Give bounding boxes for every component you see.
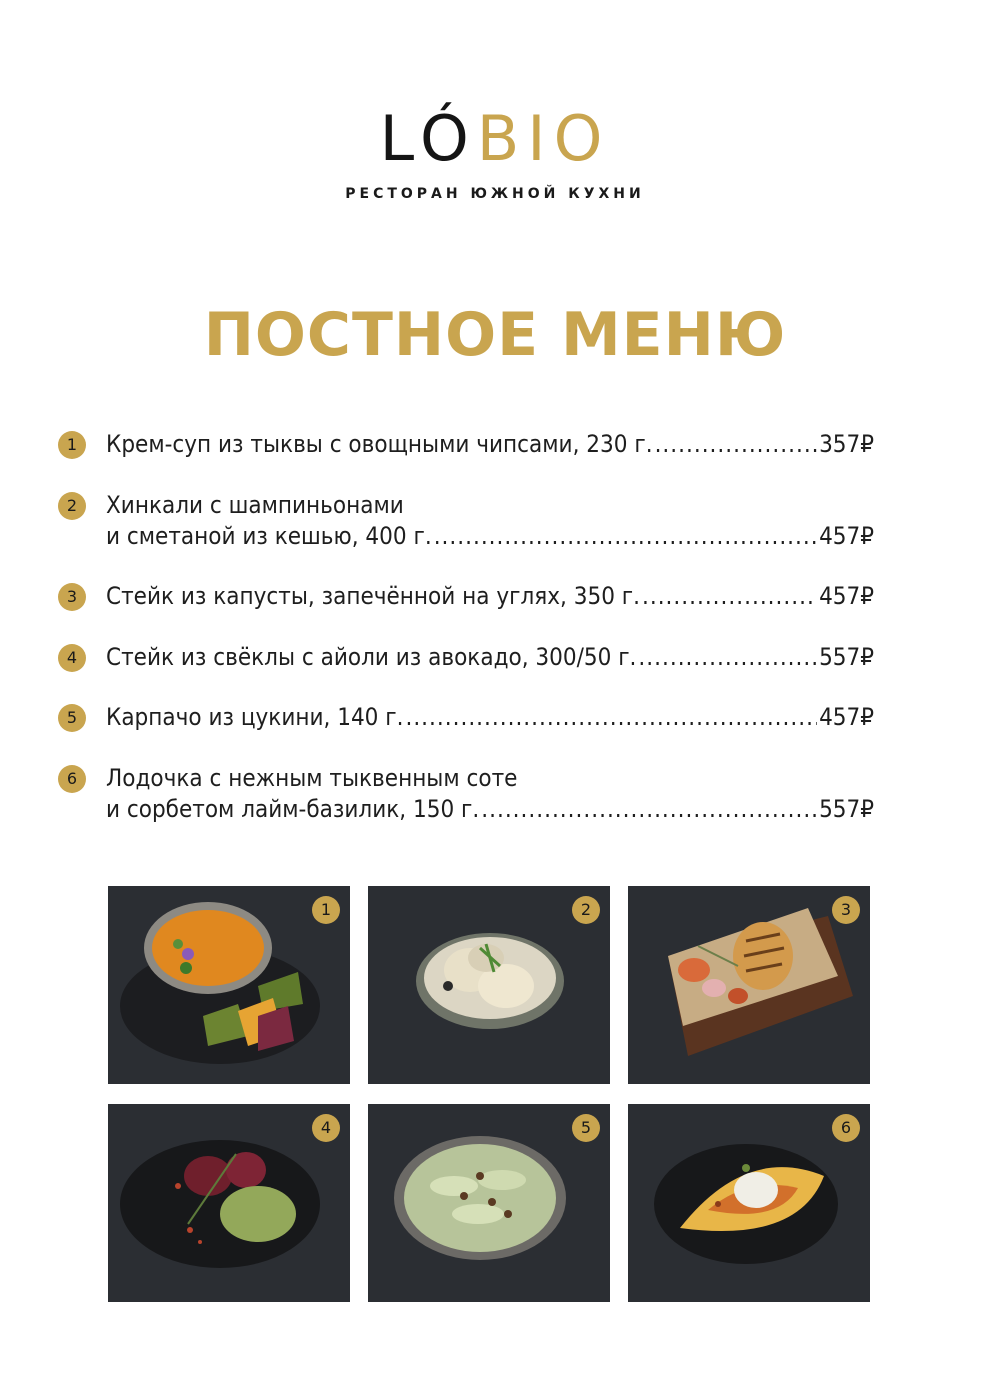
photo-number-badge: 6 [832,1114,860,1142]
item-name: Стейк из капусты, запечённой на углях, 350 г. [106,582,640,610]
pumpkin-soup-photo [108,886,350,1084]
item-price: 457₽ [819,703,874,731]
khinkali-photo [368,886,610,1084]
item-number-badge: 2 [58,492,86,520]
item-price: 457₽ [819,582,874,610]
item-price: 357₽ [819,430,874,458]
item-name: Крем-суп из тыквы с овощными чипсами, 230 г. [106,430,653,458]
item-line [106,428,874,460]
zucchini-carpaccio-photo [368,1104,610,1302]
item-name: Карпачо из цукини, 140 г. [106,703,404,731]
item-name: Лодочка с нежным тыквенным соте [106,764,518,792]
item-line [106,762,874,794]
item-line [106,580,874,612]
item-name-cont: и сорбетом лайм-базилик, 150 г. [106,795,480,823]
logo-wordmark [0,102,990,175]
item-line [106,701,874,733]
leader-dots [405,701,817,733]
item-number-badge: 4 [58,644,86,672]
photo-number-badge: 4 [312,1114,340,1142]
item-price: 557₽ [819,795,874,823]
brand-tagline: РЕСТОРАН ЮЖНОЙ КУХНИ [345,186,645,202]
item-line [106,489,874,521]
leader-dots [481,793,817,825]
menu-title: ПОСТНОЕ МЕНЮ [203,300,787,370]
logo-part-bio: BIO [476,102,611,175]
dish-photo-grid [108,886,872,1302]
boat-pastry-photo [628,1104,870,1302]
leader-dots [434,520,817,552]
leader-dots [655,428,818,460]
brand-logo [0,102,990,202]
item-number-badge: 1 [58,431,86,459]
leader-dots [642,580,817,612]
cabbage-steak-photo [628,886,870,1084]
item-line [106,641,874,673]
beet-steak-photo [108,1104,350,1302]
item-name: Хинкали с шампиньонами [106,491,404,519]
item-number-badge: 5 [58,704,86,732]
item-number-badge: 3 [58,583,86,611]
logo-part-lo: LÓ [379,102,477,175]
item-name: Стейк из свёклы с айоли из авокадо, 300/50 г. [106,643,637,671]
photo-number-badge: 3 [832,896,860,924]
item-price: 457₽ [819,522,874,550]
item-number-badge: 6 [58,765,86,793]
photo-number-badge: 5 [572,1114,600,1142]
photo-number-badge: 1 [312,896,340,924]
item-line [106,520,874,552]
leader-dots [638,641,817,673]
item-price: 557₽ [819,643,874,671]
item-line [106,793,874,825]
photo-number-badge: 2 [572,896,600,924]
item-name-cont: и сметаной из кешью, 400 г. [106,522,432,550]
